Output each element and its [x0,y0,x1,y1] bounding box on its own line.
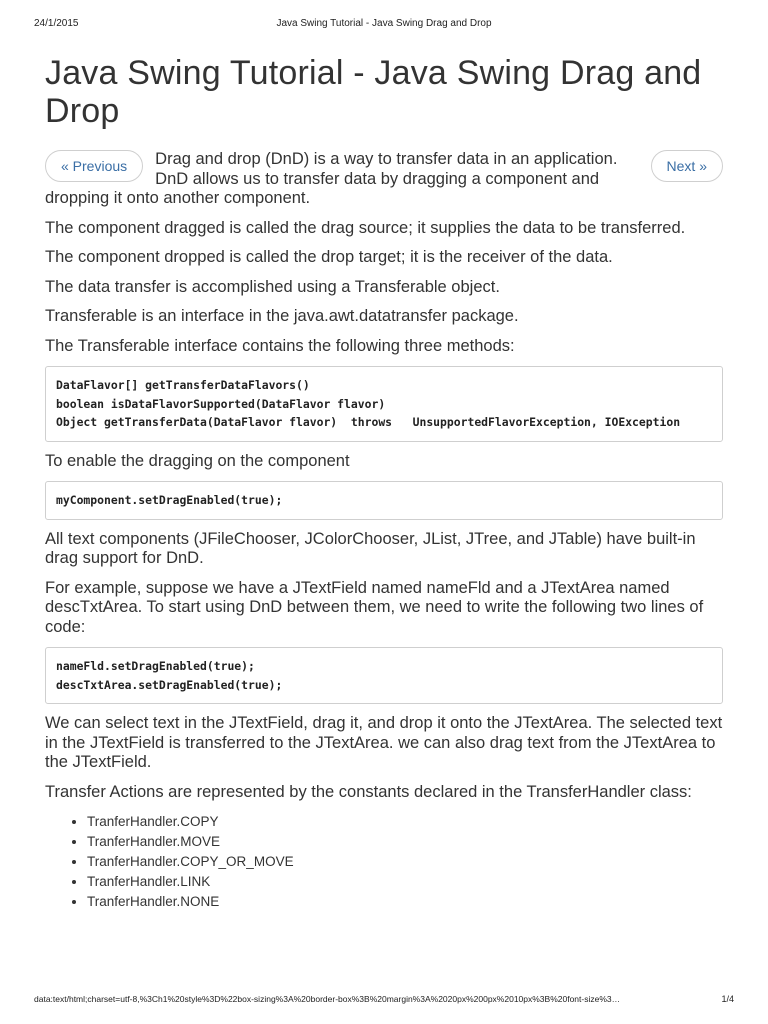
paragraph-example: For example, suppose we have a JTextField named nameFld and a JTextArea named descTxtArea. To start using DnD between them, we need to write the following two lines of code: [45,578,704,636]
next-button[interactable]: Next » [651,150,723,182]
page-title: Java Swing Tutorial - Java Swing Drag and Drop [45,54,702,130]
paragraph-transferable-interface: Transferable is an interface in the java.awt.datatransfer package. [45,307,519,325]
list-item: • TranferHandler.NONE [87,892,723,912]
article [45,54,723,912]
paragraph-select-text: We can select text in the JTextField, drag it, and drop it onto the JTextArea. The selected text in the JTextField is transferred to the JTextArea. we can also drag text from the JTextArea to the JTextField. [45,714,723,771]
paragraph-transferable-object: The data transfer is accomplished using a Transferable object. [45,277,500,296]
code-block-enable-drag: myComponent.setDragEnabled(true); [45,481,723,520]
print-header [34,18,734,30]
page-number: 1/4 [721,994,734,1004]
intro-paragraph: Drag and drop (DnD) is a way to transfer data in an application. DnD allows us to transfer data by dragging a component and dropping it onto another component. [45,150,618,207]
paragraph-text-components: All text components (JFileChooser, JColorChooser, JList, JTree, and JTable) have built-in drag support for DnD. [45,529,696,567]
code-block-example: nameFld.setDragEnabled(true); descTxtArea.setDragEnabled(true); [45,647,723,704]
list-item: • TranferHandler.COPY_OR_MOVE [87,852,723,872]
paragraph-three-methods: The Transferable interface contains the following three methods: [45,336,515,355]
print-doc-title: Java Swing Tutorial - Java Swing Drag and Drop [276,18,492,29]
list-item: • TranferHandler.COPY [87,812,723,832]
list-item: • TranferHandler.MOVE [87,832,723,852]
print-url: data:text/html;charset=utf-8,%3Ch1%20style%3D%22box-sizing%3A%20border-box%3B%20margin%3A%2020px%200px%2010px%3B%20font-size%3… [34,994,621,1004]
code-block-methods: DataFlavor[] getTransferDataFlavors() boolean isDataFlavorSupported(DataFlavor flavor) Object getTransferData(DataFlavor flavor) throws UnsupportedFlavorException, IOException [45,366,723,442]
paragraph-transfer-actions: Transfer Actions are represented by the constants declared in the TransferHandler class: [45,782,692,801]
paragraph-enable-dragging: To enable the dragging on the component [45,451,350,470]
previous-button[interactable]: « Previous [45,150,143,182]
print-footer [34,994,734,1006]
print-date: 24/1/2015 [34,18,79,29]
intro-section [45,150,723,209]
paragraph-drop-target: The component dropped is called the drop target; it is the receiver of the data. [45,248,613,266]
paragraph-drag-source: The component dragged is called the drag source; it supplies the data to be transferred. [45,218,686,237]
transfer-actions-list [45,812,723,912]
list-item: • TranferHandler.LINK [87,872,723,892]
